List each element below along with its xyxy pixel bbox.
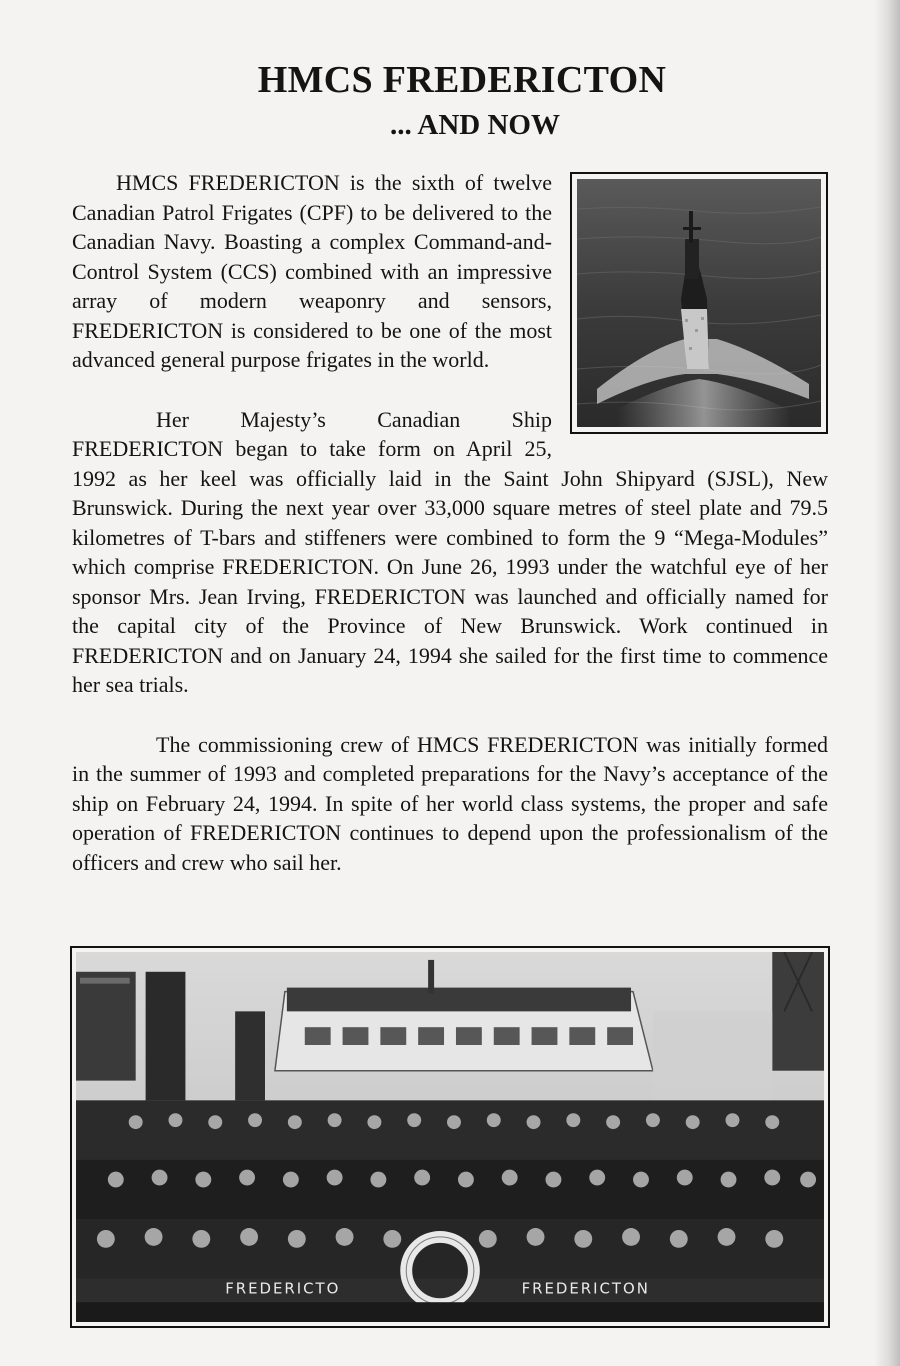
paragraph-construction: Her Majesty’s Canadian Ship FREDERICTON began to take form on April 25, 1992 as her keel was officially laid in the Saint John Shipyard (SJSL), New Brunswick. During the next year over 33,000 square metres of steel plate and 79.5 kilometres of T-bars and stiffeners were combined to form the 9 “Mega-Modules” which comprise FREDERICTON. On June 26, 1993 under the watchful eye of her sponsor Mrs. Jean Irving, FREDERICTON was launched and officially named for the capital city of the Province of New Brunswick. Work continued in FREDERICTON and on January 24, 1994 she sailed for the first time to commence her sea trials. [72,406,828,697]
page-title: HMCS FREDERICTON [257,59,667,101]
nameboard-left-text: FREDERICTO [225,1279,341,1298]
article-body [72,168,828,877]
ship-underway-photo [570,172,828,434]
paragraph-crew: The commissioning crew of HMCS FREDERICTON was initially formed in the summer of 1993 and completed preparations for the Navy’s acceptance of the ship on February 24, 1994. In spite of her world class systems, the proper and safe operation of FREDERICTON continues to depend upon the professionalism of the officers and crew who sail her. [72,731,828,875]
paragraph-intro: HMCS FREDERICTON is the sixth of twelve Canadian Patrol Frigates (CPF) to be delivered to the Canadian Navy. Boasting a complex Command-and-Control System (CCS) combined with an impressive array of modern weaponry and sensors, FREDERICTON is considered to be one of the most advanced general purpose frigates in the world. [72,170,552,372]
crew-group-image [76,952,824,1322]
crew-group-photo [70,946,830,1328]
nameboard-right-text: FREDERICTON [521,1279,650,1298]
ship-underway-image [577,179,821,427]
page-subtitle: ... AND NOW [390,109,560,141]
document-page [72,58,828,877]
page-binding-shadow [874,0,900,1366]
